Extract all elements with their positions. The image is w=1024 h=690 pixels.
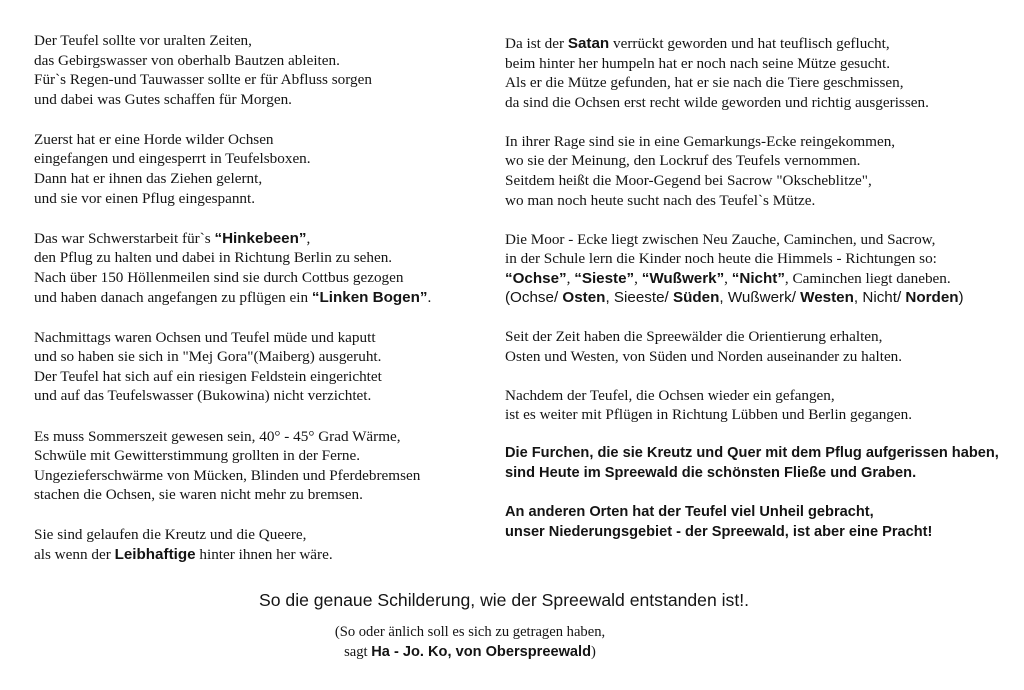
- bold-term: “Sieste”: [574, 269, 635, 287]
- poem-line: Die Furchen, die sie Kreutz und Quer mit dem Pflug aufgerissen haben,: [505, 445, 999, 462]
- line-text: , Caminchen liegt daneben.: [784, 269, 951, 287]
- line-text: und haben danach angefangen zu pflügen ein: [34, 288, 312, 306]
- line-text: ,: [724, 269, 732, 287]
- poem-line: in der Schule lern die Kinder noch heute die Himmels - Richtungen so:: [505, 250, 937, 268]
- poem-line: Dann hat er ihnen das Ziehen gelernt,: [34, 170, 263, 188]
- bold-term: “Ochse”: [505, 269, 567, 287]
- bold-term: “Wußwerk”: [641, 269, 725, 287]
- closing-title: So die genaue Schilderung, wie der Spreewald entstanden ist!.: [259, 590, 750, 610]
- poem-line: Der Teufel hat sich auf ein riesigen Feldstein eingerichtet: [34, 367, 382, 385]
- bold-term: Süden: [673, 289, 720, 307]
- poem-line: Der Teufel sollte vor uralten Zeiten,: [34, 32, 252, 49]
- line-text: , Nicht/: [853, 289, 906, 307]
- poem-line: [34, 229, 489, 249]
- poem-line: An anderen Orten hat der Teufel viel Unheil gebracht,: [505, 504, 874, 521]
- poem-line: Ungezieferschwärme von Mücken, Blinden und Pferdebremsen: [34, 466, 421, 484]
- bold-term: Norden: [905, 289, 959, 307]
- poem-line: Für`s Regen-und Tauwasser sollte er für Abfluss sorgen: [34, 71, 372, 89]
- poem-line: Sie sind gelaufen die Kreutz und die Queere,: [34, 526, 307, 544]
- stanza: [505, 386, 1015, 425]
- poem-line: Es muss Sommerszeit gewesen sein, 40° - 45° Grad Wärme,: [34, 427, 401, 445]
- stanza: [505, 34, 1015, 112]
- poem-line: Zuerst hat er eine Horde wilder Ochsen: [34, 130, 274, 148]
- bold-term: Satan: [567, 35, 610, 52]
- stanza: [34, 328, 489, 406]
- poem-line: und so haben sie sich in "Mej Gora"(Maiberg) ausgeruht.: [34, 348, 382, 366]
- poem-line: wo man noch heute sucht nach des Teufel`s Mütze.: [505, 191, 816, 209]
- poem-line: und auf das Teufelswasser (Bukowina) nicht verzichtet.: [34, 387, 372, 405]
- poem-line: Nachdem der Teufel, die Ochsen wieder ein gefangen,: [505, 386, 835, 404]
- poem-line: [505, 269, 1015, 289]
- poem-line: und dabei was Gutes schaffen für Morgen.: [34, 90, 292, 108]
- poem-line: das Gebirgswasser von oberhalb Bautzen ableiten.: [34, 51, 340, 69]
- line-text: ,: [566, 269, 575, 287]
- poem-line: [505, 288, 1015, 308]
- line-text: Da ist der: [505, 35, 568, 52]
- stanza: [34, 525, 489, 564]
- line-text: verrückt geworden und hat teuflisch geflucht,: [609, 35, 890, 52]
- poem-line: [505, 34, 1015, 54]
- poem-line: unser Niederungsgebiet - der Spreewald, ist aber eine Pracht!: [505, 523, 933, 540]
- stanza: [505, 503, 1015, 542]
- bold-term: “Linken Bogen”: [311, 288, 428, 306]
- line-text: (Ochse/: [505, 289, 563, 307]
- poem-line: stachen die Ochsen, sie waren nicht mehr zu bremsen.: [34, 486, 363, 504]
- bold-term: “Hinkebeen”: [214, 229, 307, 247]
- poem-line: [34, 288, 489, 308]
- bold-term: Westen: [800, 289, 854, 307]
- poem-line: da sind die Ochsen erst recht wilde geworden und richtig ausgerissen.: [505, 93, 929, 111]
- bold-term: Osten: [562, 289, 606, 307]
- left-column: [34, 31, 489, 565]
- stanza: [505, 230, 1015, 308]
- poem-line: Als er die Mütze gefunden, hat er sie nach die Tiere geschmissen,: [505, 74, 904, 92]
- line-text: als wenn der: [34, 545, 115, 563]
- stanza: [505, 132, 1015, 210]
- poem-line: sind Heute im Spreewald die schönsten Fließe und Graben.: [505, 465, 917, 482]
- line-text: hinter ihnen her wäre.: [195, 545, 333, 563]
- line-text: ,: [634, 269, 642, 287]
- stanza: [34, 229, 489, 307]
- poem-line: Osten und Westen, von Süden und Norden auseinander zu halten.: [505, 347, 903, 365]
- poem-line: eingefangen und eingesperrt in Teufelsboxen.: [34, 150, 311, 168]
- poem-line: Seit der Zeit haben die Spreewälder die Orientierung erhalten,: [505, 328, 883, 346]
- stanza: [34, 31, 489, 109]
- poem-line: Die Moor - Ecke liegt zwischen Neu Zauche, Caminchen, und Sacrow,: [505, 230, 936, 248]
- poem-line: wo sie der Meinung, den Lockruf des Teufels vernommen.: [505, 152, 861, 170]
- bold-term: “Nicht”: [731, 269, 785, 287]
- bold-term: Leibhaftige: [114, 545, 196, 563]
- stanza: [34, 427, 489, 505]
- stanza: [505, 327, 1015, 366]
- author-name: Ha - Jo. Ko, von Oberspreewald: [371, 644, 592, 660]
- attribution-line: [0, 644, 940, 661]
- line-text: ): [591, 644, 596, 660]
- right-column: [505, 34, 1015, 542]
- poem-line: Nach über 150 Höllenmeilen sind sie durch Cottbus gezogen: [34, 268, 404, 286]
- line-text: ,: [306, 229, 311, 247]
- poem-line: Schwüle mit Gewitterstimmung grollten in der Ferne.: [34, 447, 361, 465]
- stanza: [505, 444, 1015, 483]
- poem-line: In ihrer Rage sind sie in eine Gemarkungs-Ecke reingekommen,: [505, 132, 896, 150]
- stanza: [34, 130, 489, 208]
- line-text: ): [958, 289, 964, 307]
- poem-line: ist es weiter mit Pflügen in Richtung Lübben und Berlin gegangen.: [505, 406, 913, 424]
- line-text: , Wußwerk/: [719, 289, 801, 307]
- poem-line: [34, 545, 489, 565]
- poem-line: Seitdem heißt die Moor-Gegend bei Sacrow "Okscheblitze",: [505, 171, 872, 189]
- poem-line: Nachmittags waren Ochsen und Teufel müde und kaputt: [34, 328, 376, 346]
- line-text: , Sieeste/: [605, 289, 673, 307]
- line-text: Das war Schwerstarbeit für`s: [34, 229, 215, 247]
- poem-line: und sie vor einen Pflug eingespannt.: [34, 189, 256, 207]
- attribution-line: (So oder änlich soll es sich zu getragen haben,: [334, 624, 606, 640]
- poem-line: beim hinter her humpeln hat er noch nach seine Mütze gesucht.: [505, 54, 891, 72]
- line-text: sagt: [344, 644, 372, 660]
- line-text: .: [427, 288, 432, 306]
- poem-line: den Pflug zu halten und dabei in Richtung Berlin zu sehen.: [34, 249, 393, 267]
